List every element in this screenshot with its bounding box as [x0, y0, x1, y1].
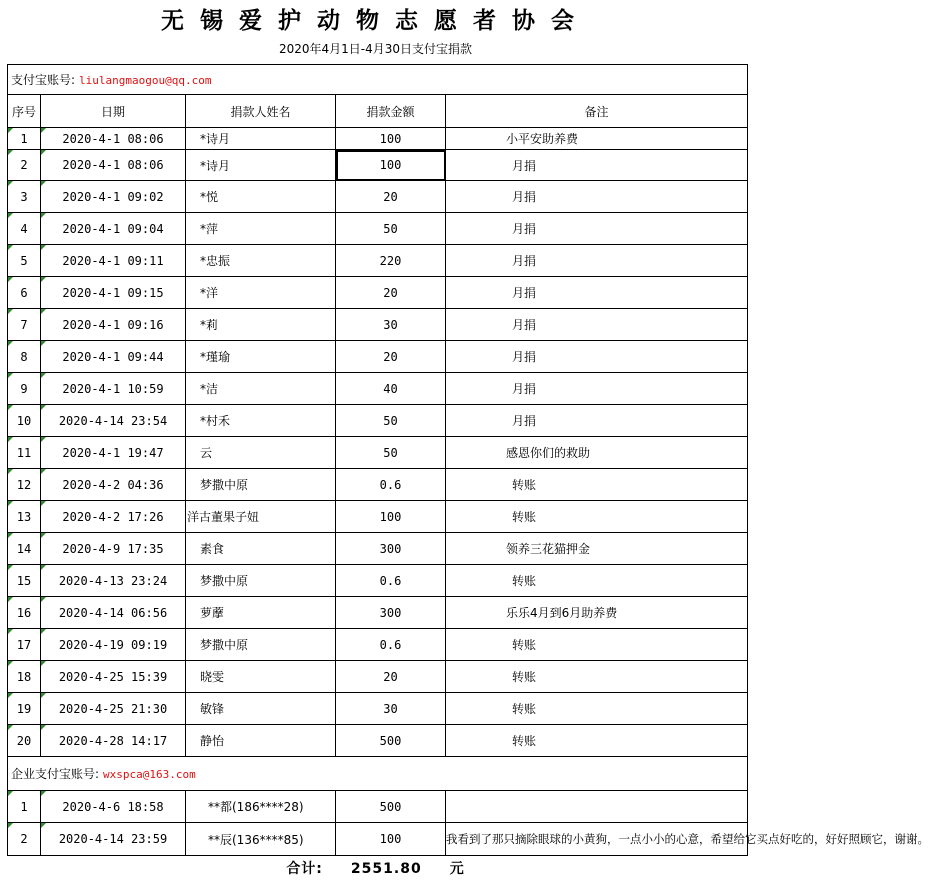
row-no-cell[interactable]: 16	[8, 597, 41, 629]
row-note-cell[interactable]: 小平安助养费	[446, 128, 748, 150]
row-name-cell[interactable]: *忠振	[186, 245, 336, 277]
corporate-account-email: wxspca@163.com	[103, 768, 196, 781]
row-note-cell[interactable]: 转账	[446, 469, 748, 501]
row-date-cell[interactable]: 2020-4-14 23:59	[41, 823, 186, 856]
row-no-cell[interactable]: 5	[8, 245, 41, 277]
row-amount-cell[interactable]: 20	[336, 277, 446, 309]
row-note-cell[interactable]: 月捐	[446, 341, 748, 373]
header-date[interactable]: 日期	[41, 95, 186, 128]
row-note-cell[interactable]: 领养三花猫押金	[446, 533, 748, 565]
row-name-cell[interactable]: *村禾	[186, 405, 336, 437]
page-subtitle: 2020年4月1日-4月30日支付宝捐款	[278, 42, 473, 56]
row-date-cell[interactable]: 2020-4-1 10:59	[41, 373, 186, 405]
row-no-cell[interactable]: 2	[8, 150, 41, 181]
row-name-cell[interactable]: *诗月	[186, 150, 336, 181]
row-note-cell[interactable]: 月捐	[446, 181, 748, 213]
row-amount-cell[interactable]: 0.6	[336, 629, 446, 661]
table-row	[8, 405, 748, 437]
row-no-cell[interactable]: 7	[8, 309, 41, 341]
row-no-cell[interactable]: 1	[8, 128, 41, 150]
page-title: 无锡爱护动物志愿者协会	[161, 7, 590, 34]
table-row	[8, 725, 748, 757]
row-amount-cell[interactable]: 50	[336, 437, 446, 469]
row-amount-cell[interactable]: 100	[336, 823, 446, 856]
table-row	[8, 341, 748, 373]
row-date-cell[interactable]: 2020-4-28 14:17	[41, 725, 186, 757]
row-name-cell[interactable]: 洋古董果子妞	[186, 501, 336, 533]
corporate-account-row	[8, 757, 748, 791]
personal-account-row	[8, 65, 748, 95]
table-row	[8, 373, 748, 405]
row-note-cell[interactable]: 转账	[446, 661, 748, 693]
personal-account-label: 支付宝账号:	[11, 73, 76, 87]
row-date-cell[interactable]: 2020-4-14 23:54	[41, 405, 186, 437]
table-row	[8, 629, 748, 661]
row-name-cell[interactable]: 梦撒中原	[186, 469, 336, 501]
row-note-cell[interactable]: 转账	[446, 693, 748, 725]
row-name-cell[interactable]: 梦撒中原	[186, 565, 336, 597]
row-note-cell[interactable]: 月捐	[446, 150, 748, 181]
row-amount-cell[interactable]: 50	[336, 213, 446, 245]
row-name-cell[interactable]: *洁	[186, 373, 336, 405]
personal-account-email: liulangmaogou@qq.com	[79, 74, 212, 87]
row-amount-cell[interactable]: 500	[336, 725, 446, 757]
header-name[interactable]: 捐款人姓名	[186, 95, 336, 128]
row-name-cell[interactable]: 萝藦	[186, 597, 336, 629]
row-amount-cell[interactable]: 100	[336, 501, 446, 533]
row-note-cell[interactable]: 月捐	[446, 309, 748, 341]
header-amount[interactable]: 捐款金额	[336, 95, 446, 128]
row-note-cell[interactable]: 月捐	[446, 245, 748, 277]
row-amount-cell[interactable]: 500	[336, 791, 446, 823]
row-amount-cell[interactable]: 220	[336, 245, 446, 277]
row-date-cell[interactable]: 2020-4-1 19:47	[41, 437, 186, 469]
row-note-cell[interactable]: 月捐	[446, 373, 748, 405]
row-amount-cell[interactable]: 0.6	[336, 565, 446, 597]
row-no-cell[interactable]: 11	[8, 437, 41, 469]
row-date-cell[interactable]: 2020-4-1 09:44	[41, 341, 186, 373]
table-row	[8, 565, 748, 597]
table-row	[8, 213, 748, 245]
row-no-cell[interactable]: 14	[8, 533, 41, 565]
row-amount-cell[interactable]: 20	[336, 661, 446, 693]
corporate-account-cell[interactable]	[8, 757, 748, 791]
total-unit: 元	[449, 861, 465, 877]
table-row	[8, 309, 748, 341]
row-note-cell[interactable]: 月捐	[446, 277, 748, 309]
table-row	[8, 150, 748, 181]
row-no-cell[interactable]: 18	[8, 661, 41, 693]
row-no-cell[interactable]: 20	[8, 725, 41, 757]
row-no-cell[interactable]: 2	[8, 823, 41, 856]
row-name-cell[interactable]: *悦	[186, 181, 336, 213]
table-row	[8, 501, 748, 533]
header-row	[8, 95, 748, 128]
row-date-cell[interactable]: 2020-4-25 15:39	[41, 661, 186, 693]
corporate-account-label: 企业支付宝账号:	[11, 767, 100, 781]
row-amount-cell[interactable]: 300	[336, 533, 446, 565]
row-no-cell[interactable]: 12	[8, 469, 41, 501]
row-amount-cell[interactable]: 300	[336, 597, 446, 629]
row-date-cell[interactable]: 2020-4-2 17:26	[41, 501, 186, 533]
table-row	[8, 245, 748, 277]
row-name-cell[interactable]: 云	[186, 437, 336, 469]
table-row	[8, 437, 748, 469]
table-row	[8, 661, 748, 693]
row-name-cell[interactable]: 素食	[186, 533, 336, 565]
row-no-cell[interactable]: 1	[8, 791, 41, 823]
row-date-cell[interactable]: 2020-4-13 23:24	[41, 565, 186, 597]
row-note-cell[interactable]: 转账	[446, 565, 748, 597]
row-amount-cell[interactable]: 30	[336, 693, 446, 725]
row-amount-cell[interactable]: 20	[336, 341, 446, 373]
row-note-cell[interactable]: 转账	[446, 629, 748, 661]
header-note[interactable]: 备注	[446, 95, 748, 128]
row-name-cell[interactable]: **辰(136****85)	[186, 823, 336, 856]
table-row	[8, 791, 748, 823]
row-amount-cell[interactable]: 100	[336, 128, 446, 150]
row-note-cell[interactable]: 感恩你们的救助	[446, 437, 748, 469]
row-name-cell[interactable]: *诗月	[186, 128, 336, 150]
row-date-cell[interactable]: 2020-4-1 09:16	[41, 309, 186, 341]
row-date-cell[interactable]: 2020-4-1 09:04	[41, 213, 186, 245]
row-name-cell[interactable]: 晓雯	[186, 661, 336, 693]
row-name-cell[interactable]: *洋	[186, 277, 336, 309]
row-no-cell[interactable]: 8	[8, 341, 41, 373]
row-no-cell[interactable]: 13	[8, 501, 41, 533]
row-no-cell[interactable]: 17	[8, 629, 41, 661]
personal-account-cell[interactable]	[8, 65, 748, 95]
row-name-cell[interactable]: *瑾瑜	[186, 341, 336, 373]
donation-table	[7, 64, 929, 856]
table-row	[8, 597, 748, 629]
row-note-cell[interactable]: 乐乐4月到6月助养费	[446, 597, 748, 629]
table-row	[8, 823, 748, 856]
table-row	[8, 693, 748, 725]
row-date-cell[interactable]: 2020-4-9 17:35	[41, 533, 186, 565]
total-value: 2551.80	[350, 861, 422, 877]
row-name-cell[interactable]: *莉	[186, 309, 336, 341]
row-note-cell[interactable]: 月捐	[446, 405, 748, 437]
row-amount-cell[interactable]: 0.6	[336, 469, 446, 501]
row-date-cell[interactable]: 2020-4-25 21:30	[41, 693, 186, 725]
row-note-cell[interactable]: 转账	[446, 725, 748, 757]
header-no[interactable]: 序号	[8, 95, 41, 128]
total-label: 合计:	[286, 861, 323, 877]
row-date-cell[interactable]: 2020-4-6 18:58	[41, 791, 186, 823]
row-amount-cell[interactable]: 100	[336, 150, 446, 181]
row-name-cell[interactable]: 梦撒中原	[186, 629, 336, 661]
row-no-cell[interactable]: 3	[8, 181, 41, 213]
row-date-cell[interactable]: 2020-4-19 09:19	[41, 629, 186, 661]
row-amount-cell[interactable]: 30	[336, 309, 446, 341]
row-no-cell[interactable]: 15	[8, 565, 41, 597]
row-no-cell[interactable]: 10	[8, 405, 41, 437]
table-row	[8, 128, 748, 150]
row-name-cell[interactable]: *萍	[186, 213, 336, 245]
row-no-cell[interactable]: 6	[8, 277, 41, 309]
table-row	[8, 533, 748, 565]
row-note-cell[interactable]: 转账	[446, 501, 748, 533]
row-name-cell[interactable]: **都(186****28)	[186, 791, 336, 823]
row-note-cell[interactable]: 我看到了那只摘除眼球的小黄狗，一点小小的心意，希望给它买点好吃的，好好照顾它，谢谢。	[446, 823, 748, 856]
row-date-cell[interactable]: 2020-4-1 08:06	[41, 150, 186, 181]
row-name-cell[interactable]: 敏锋	[186, 693, 336, 725]
row-date-cell[interactable]: 2020-4-2 04:36	[41, 469, 186, 501]
row-amount-cell[interactable]: 40	[336, 373, 446, 405]
table-row	[8, 277, 748, 309]
table-row	[8, 469, 748, 501]
row-amount-cell[interactable]: 20	[336, 181, 446, 213]
row-note-cell[interactable]	[446, 791, 748, 823]
row-no-cell[interactable]: 19	[8, 693, 41, 725]
row-note-cell[interactable]: 月捐	[446, 213, 748, 245]
row-no-cell[interactable]: 4	[8, 213, 41, 245]
row-date-cell[interactable]: 2020-4-1 09:11	[41, 245, 186, 277]
total-line	[0, 858, 751, 878]
row-date-cell[interactable]: 2020-4-1 09:02	[41, 181, 186, 213]
row-date-cell[interactable]: 2020-4-1 09:15	[41, 277, 186, 309]
table-row	[8, 181, 748, 213]
row-no-cell[interactable]: 9	[8, 373, 41, 405]
row-date-cell[interactable]: 2020-4-1 08:06	[41, 128, 186, 150]
row-name-cell[interactable]: 静怡	[186, 725, 336, 757]
row-date-cell[interactable]: 2020-4-14 06:56	[41, 597, 186, 629]
row-amount-cell[interactable]: 50	[336, 405, 446, 437]
